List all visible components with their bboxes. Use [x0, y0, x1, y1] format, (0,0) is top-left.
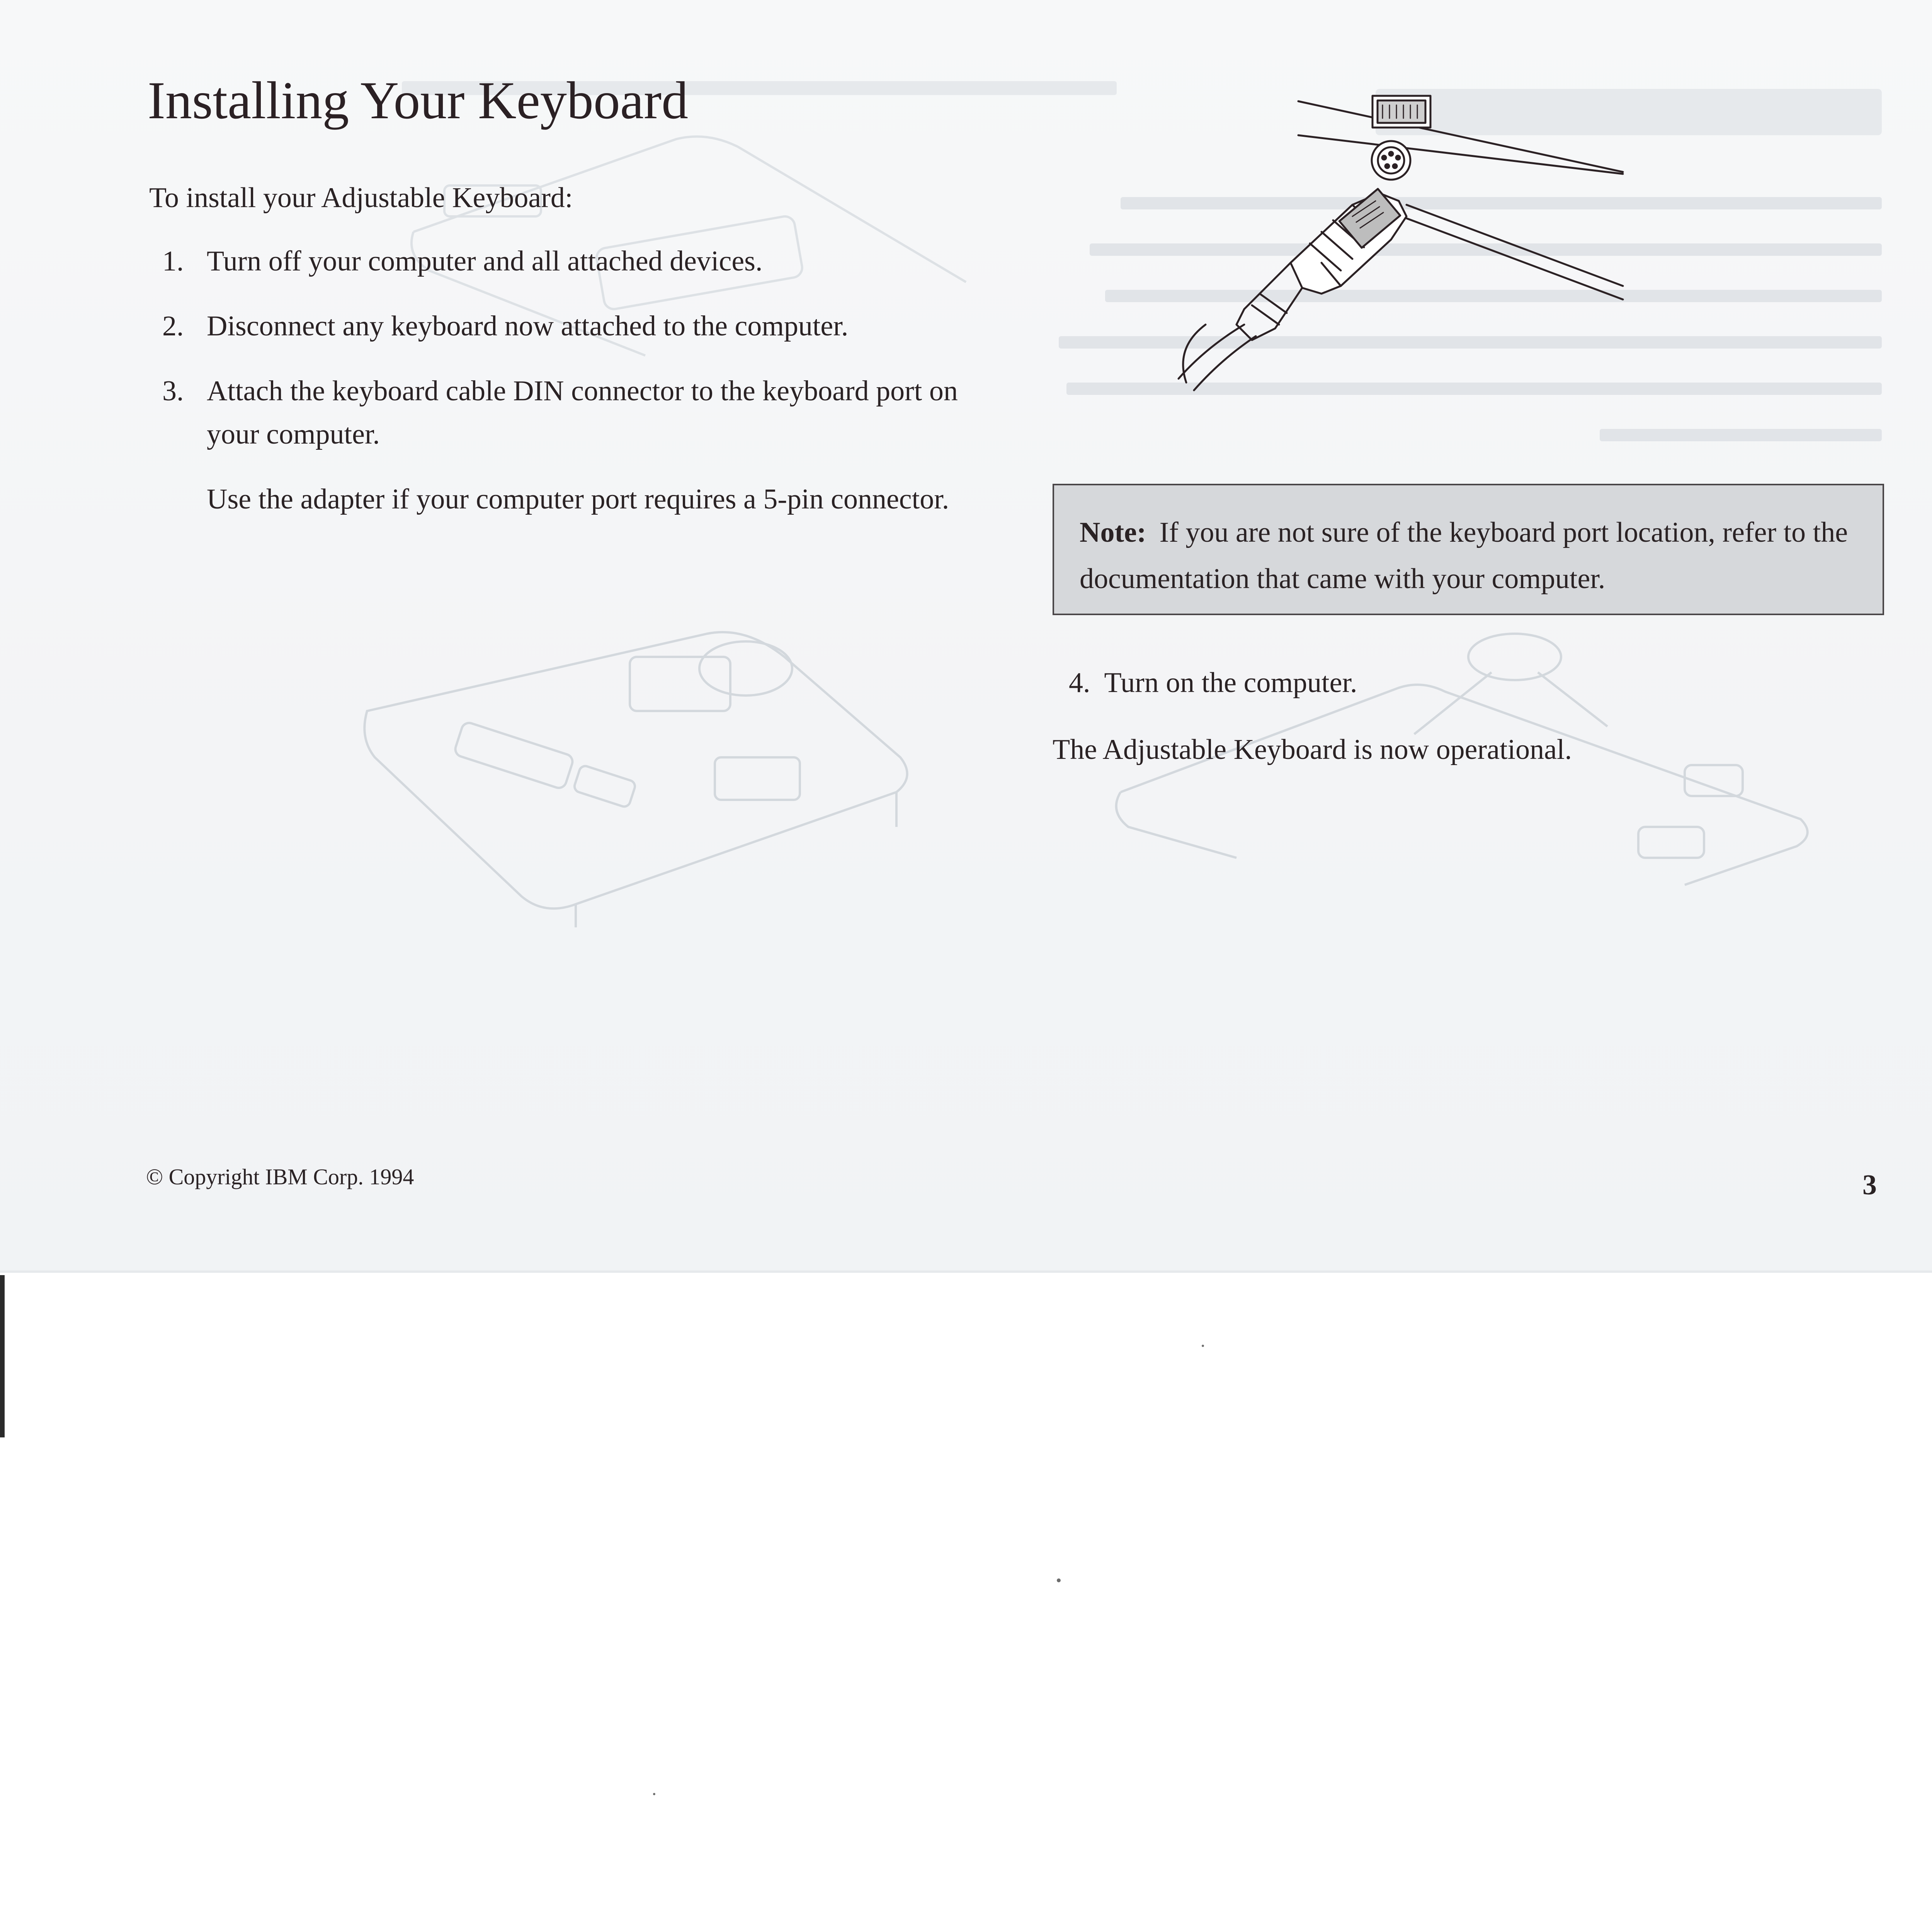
step-number: 2.	[162, 310, 184, 342]
list-item	[1069, 667, 1357, 699]
list-item	[155, 369, 985, 521]
note-text: If you are not sure of the keyboard port location, refer to the documentation that came with your computer.	[1080, 517, 1848, 595]
step-text: Attach the keyboard cable DIN connector to the keyboard port on your computer.	[207, 375, 958, 450]
step-subtext: Use the adapter if your computer port requires a 5-pin connector.	[207, 483, 949, 515]
step-text: Turn off your computer and all attached devices.	[207, 245, 763, 277]
step-number: 1.	[162, 245, 184, 277]
list-item	[155, 240, 985, 283]
page-number: 3	[1862, 1169, 1877, 1201]
scan-speck	[1202, 1345, 1204, 1347]
install-steps-list	[155, 240, 985, 543]
keyboard-connector-icon	[1105, 77, 1646, 394]
page-title: Installing Your Keyboard	[148, 71, 689, 130]
step-number: 3.	[162, 375, 184, 407]
copyright-footer: © Copyright IBM Corp. 1994	[146, 1164, 414, 1189]
scan-speck	[653, 1793, 655, 1795]
scan-speck	[1057, 1578, 1061, 1582]
list-item	[155, 304, 985, 348]
note-label: Note:	[1080, 517, 1146, 548]
step-text: Turn on the computer.	[1104, 667, 1357, 699]
step-number: 4.	[1069, 667, 1090, 699]
scan-edge-mark	[0, 1275, 5, 1437]
step-text: Disconnect any keyboard now attached to the computer.	[207, 310, 849, 342]
note-callout	[1053, 484, 1884, 615]
intro-text: To install your Adjustable Keyboard:	[149, 182, 573, 214]
page-bottom-edge	[0, 1270, 1932, 1273]
closing-text: The Adjustable Keyboard is now operational.	[1053, 734, 1572, 765]
